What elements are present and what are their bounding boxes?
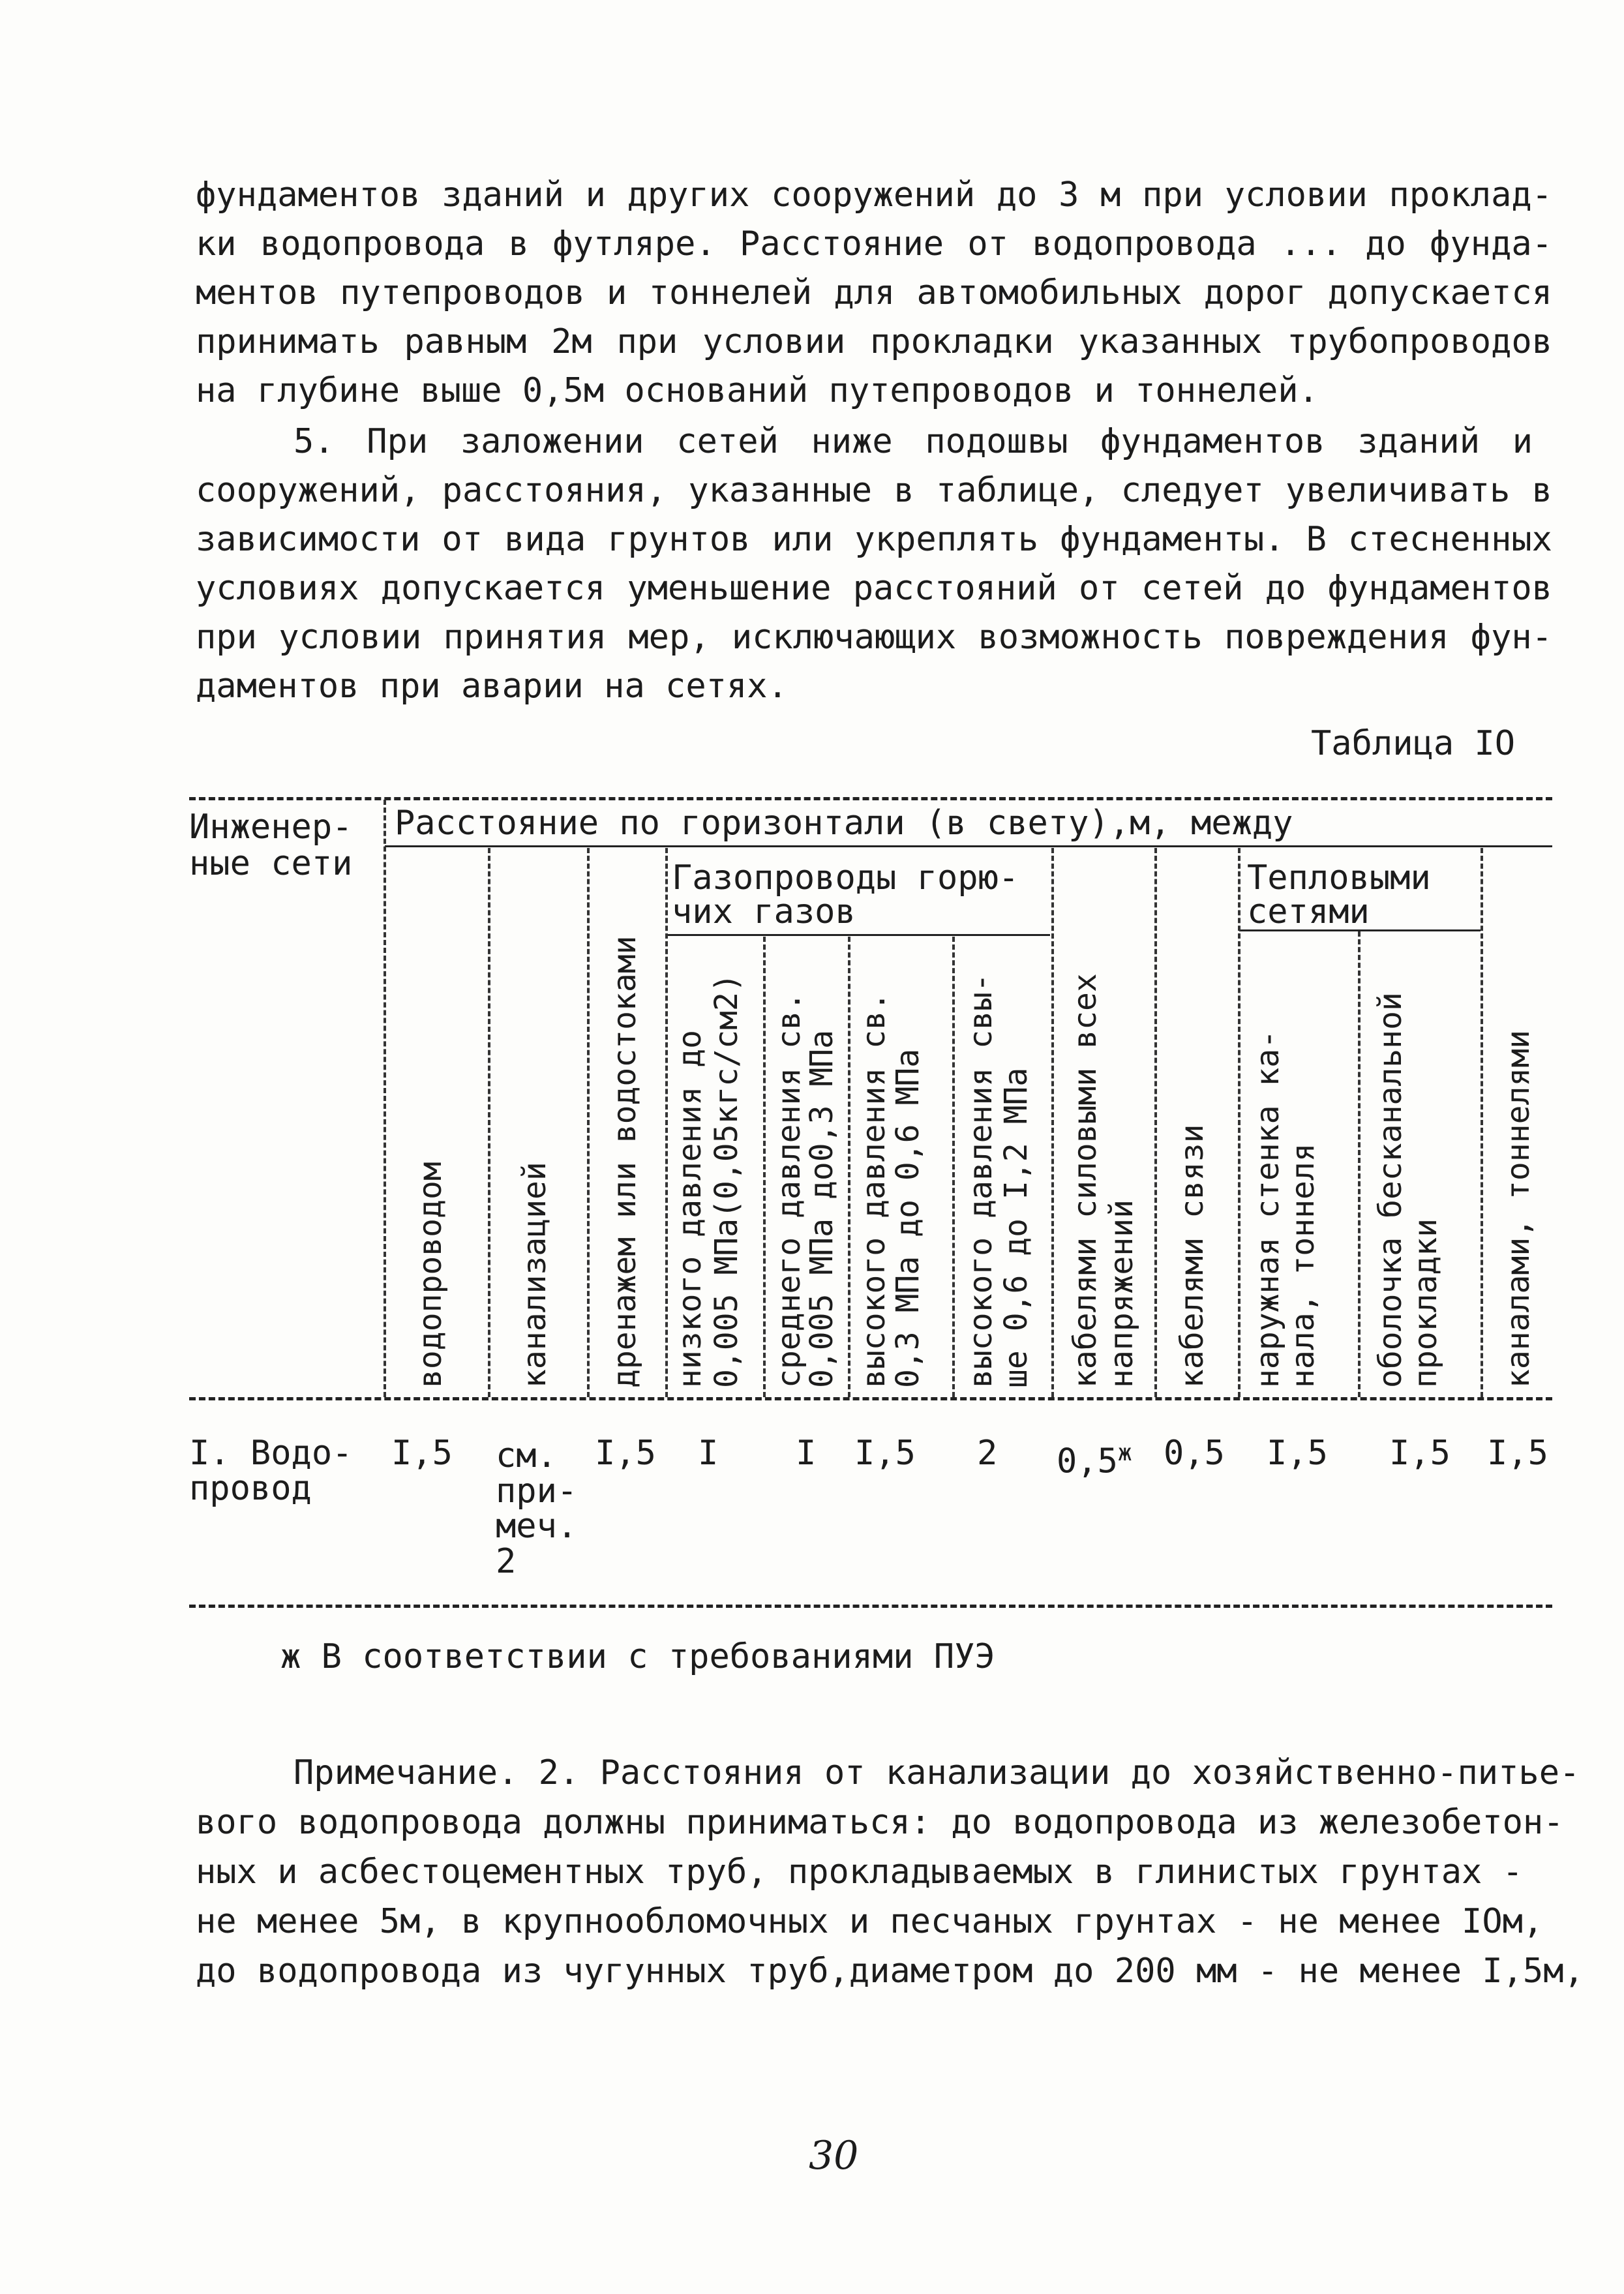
column-rule	[383, 800, 386, 1397]
heat-group-header-line-1: Тепловыми	[1247, 858, 1431, 898]
note-ref-line-1: при-	[496, 1471, 578, 1511]
table-bottom-rule	[189, 1605, 1552, 1608]
value-ductless: I,5	[1389, 1434, 1451, 1473]
row-name-line-1: I. Водо-	[189, 1434, 353, 1473]
header-bottom-rule	[189, 1397, 1552, 1400]
gas-group-header-line-2: чих газов	[672, 892, 856, 931]
value-power-cables	[1057, 1435, 1132, 1479]
row-header-line-1: Инженер-	[189, 807, 353, 847]
col-header-channel-wall-1: наружная стенка ка-	[1250, 1029, 1286, 1388]
text-line: на глубине выше 0,5м оснований путепроводов и тоннелей.	[196, 371, 1319, 410]
column-rule	[763, 937, 766, 1397]
value-channels-tunnels: I,5	[1487, 1434, 1548, 1473]
heat-group-header-line-2: сетями	[1247, 892, 1370, 931]
col-header-gas-high-1: высокого давления св.	[856, 992, 892, 1388]
note-ref-line-3: 2	[496, 1542, 517, 1581]
asterisk-marker: ж	[1117, 1440, 1132, 1466]
table-caption: Таблица IO	[1311, 724, 1516, 763]
col-header-channel-wall-2: нала, тоннеля	[1285, 1143, 1321, 1388]
text-line: фундаментов зданий и других сооружений до 3 м при условии проклад-	[196, 175, 1552, 215]
gas-group-header-line-1: Газопроводы горю-	[672, 858, 1019, 898]
col-header-gas-low-1: низкого давления до	[672, 1029, 708, 1388]
col-header-gas-very-high-2: ше 0,6 до I,2 МПа	[998, 1067, 1034, 1388]
value-drainage: I,5	[595, 1434, 656, 1473]
text-line: вого водопровода должны приниматься: до водопровода из железобетон-	[196, 1803, 1564, 1842]
value-comm-cables: 0,5	[1164, 1434, 1225, 1473]
col-header-drainage: дренажем или водостоками	[607, 935, 643, 1388]
paragraph-2	[196, 417, 1552, 711]
column-rule	[1238, 848, 1241, 1397]
column-rule	[1358, 931, 1361, 1397]
text-line: даментов при аварии на сетях.	[196, 667, 788, 706]
column-rule	[488, 848, 490, 1397]
row-header-line-2: ные сети	[189, 844, 353, 883]
value-gas-high: I,5	[854, 1434, 916, 1473]
column-rule	[1154, 848, 1157, 1397]
column-rule	[665, 848, 668, 1397]
gas-group-rule	[665, 934, 1050, 936]
note-paragraph	[196, 1748, 1584, 1996]
text-line: ки водопровода в футляре. Расстояние от водопровода ... до фунда-	[196, 224, 1552, 264]
header-rule	[385, 845, 1552, 847]
column-rule	[952, 937, 955, 1397]
value-channel-wall: I,5	[1267, 1434, 1328, 1473]
text-line: 5. При заложении сетей ниже подошвы фундаментов зданий и	[293, 422, 1533, 461]
text-line: ментов путепроводов и тоннелей для автомобильных дорог допускается	[196, 273, 1552, 312]
col-header-gas-medium-2: 0,005 МПа до0,3 МПа	[804, 1029, 840, 1388]
column-rule	[1481, 848, 1483, 1397]
table-top-rule	[189, 797, 1552, 800]
text-line: не менее 5м, в крупнообломочных и песчаных грунтах - не менее IOм,	[196, 1902, 1544, 1941]
text-line: условиях допускается уменьшение расстояний от сетей до фундаментов	[196, 569, 1552, 608]
col-header-gas-high-2: 0,3 МПа до 0,6 МПа	[890, 1048, 926, 1388]
col-header-gas-low-2: 0,005 МПа(0,05кгс/см2)	[708, 973, 745, 1388]
text-line: ных и асбестоцементных труб, прокладываемых в глинистых грунтах -	[196, 1852, 1523, 1892]
col-header-gas-very-high-1: высокого давления свы-	[963, 973, 999, 1388]
col-header-comm-cables: кабелями связи	[1174, 1124, 1210, 1388]
text-line: Примечание. 2. Расстояния от канализации до хозяйственно-питье-	[293, 1753, 1580, 1792]
row-name-line-2: провод	[189, 1469, 312, 1508]
col-header-sewerage: канализацией	[517, 1162, 553, 1388]
value-power-cables-number: 0,5	[1057, 1441, 1118, 1481]
col-header-power-cables-1: кабелями силовыми всех	[1067, 973, 1104, 1388]
value-gas-medium: I	[796, 1434, 817, 1473]
column-rule	[848, 937, 850, 1397]
col-header-ductless-1: оболочка бесканальной	[1372, 992, 1409, 1388]
note-ref-line-2: меч.	[496, 1507, 578, 1546]
value-gas-low: I	[698, 1434, 719, 1473]
page-number: 30	[809, 2133, 859, 2179]
main-header: Расстояние по горизонтали (в свету),м, между	[395, 804, 1293, 843]
text-line: принимать равным 2м при условии прокладки указанных трубопроводов	[196, 322, 1552, 361]
col-header-ductless-2: прокладки	[1407, 1218, 1444, 1388]
value-gas-very-high: 2	[977, 1434, 998, 1473]
col-header-channels-tunnels: каналами, тоннелями	[1500, 1029, 1537, 1388]
column-rule	[1051, 848, 1054, 1397]
col-header-power-cables-2: напряжений	[1104, 1200, 1140, 1388]
text-line: сооружений, расстояния, указанные в таблице, следует увеличивать в	[196, 471, 1552, 510]
value-sewerage: см.	[496, 1436, 557, 1475]
col-header-gas-medium-1: среднего давления св.	[771, 992, 807, 1388]
col-header-water-supply: водопроводом	[412, 1162, 449, 1388]
text-line: при условии принятия мер, исключающих возможность повреждения фун-	[196, 618, 1552, 657]
text-line: зависимости от вида грунтов или укреплять фундаменты. В стесненных	[196, 520, 1552, 559]
value-water-supply: I,5	[391, 1434, 453, 1473]
column-rule	[587, 848, 590, 1397]
text-line: до водопровода из чугунных труб,диаметром до 200 мм - не менее I,5м,	[196, 1952, 1584, 1991]
footnote: ж В соответствии с требованиями ПУЭ	[280, 1637, 995, 1676]
paragraph-1	[196, 171, 1552, 415]
